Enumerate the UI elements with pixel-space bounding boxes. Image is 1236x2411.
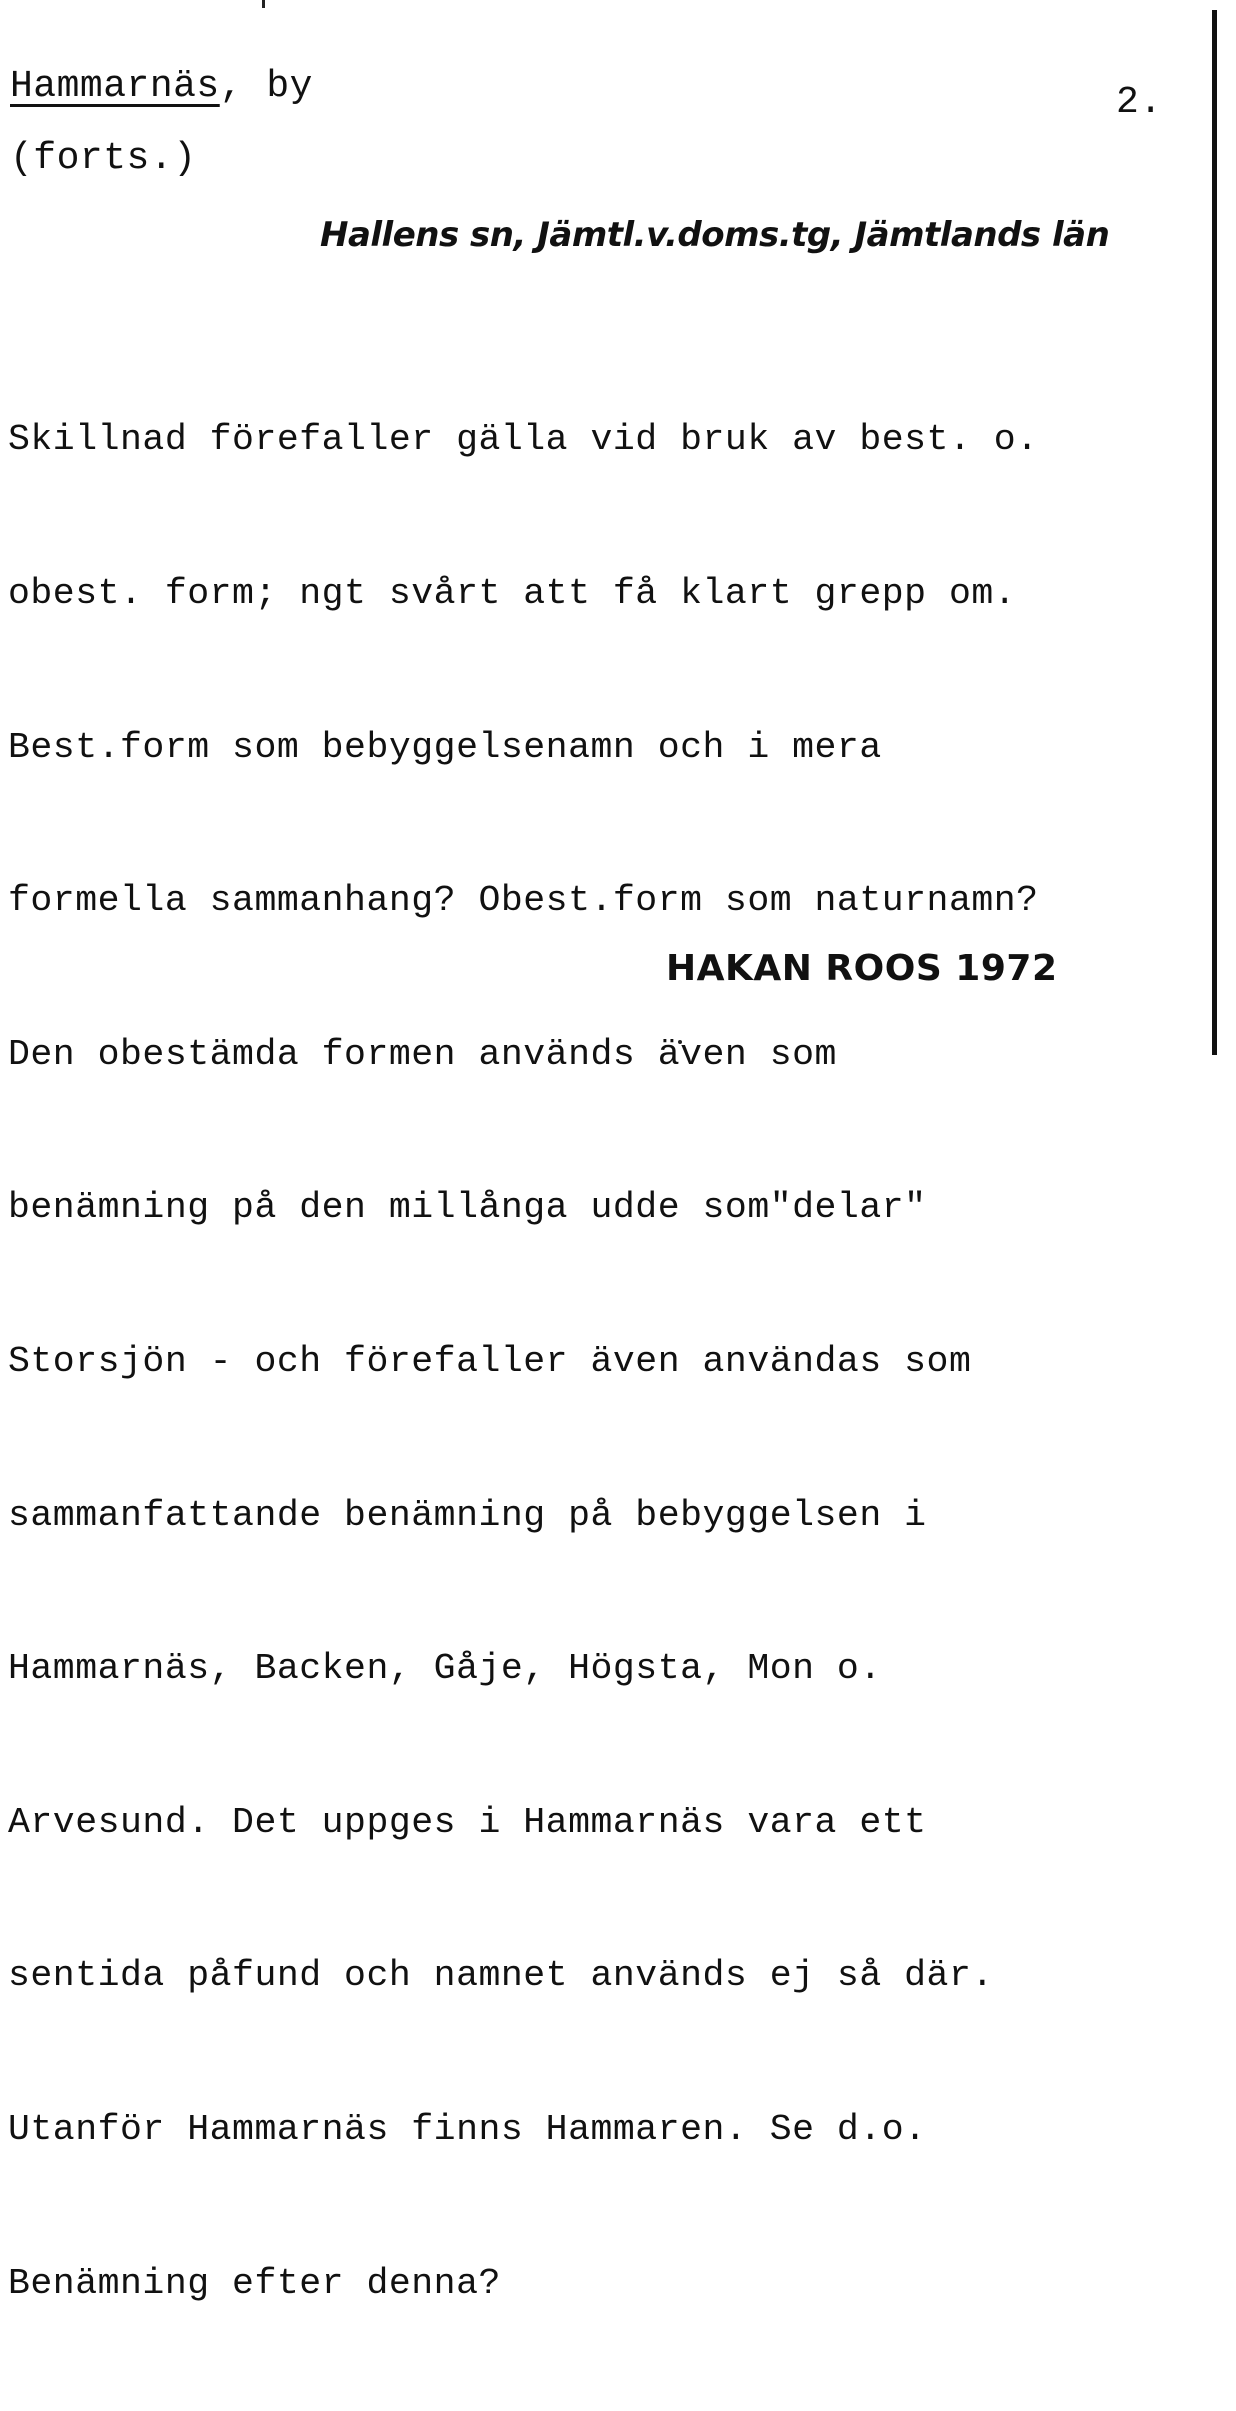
body-line: sammanfattande benämning på bebyggelsen i (8, 1494, 927, 1536)
body-line: Best.form som bebyggelsenamn och i mera (8, 726, 882, 768)
body-line: Skillnad förefaller gälla vid bruk av best. o. (8, 419, 1039, 461)
body-line: Storsjön - och förefaller även användas som (8, 1340, 972, 1382)
location-line: Hallens sn, Jämtl.v.doms.tg, Jämtlands län (320, 215, 1110, 255)
body-line: Arvesund. Det uppges i Hammarnäs vara ett (8, 1801, 927, 1843)
top-mark (262, 0, 265, 8)
body-line: Hammarnäs, Backen, Gåje, Högsta, Mon o. (8, 1648, 882, 1690)
place-heading (10, 62, 313, 112)
body-text (8, 312, 1039, 2411)
body-line: obest. form; ngt svårt att få klart grepp om. (8, 573, 1017, 614)
body-line: formella sammanhang? Obest.form som naturnamn? (8, 880, 1039, 922)
body-line: sentida påfund och namnet används ej så där. (8, 1955, 994, 1997)
body-line: Utanför Hammarnäs finns Hammaren. Se d.o. (8, 2108, 927, 2150)
card-edge-line (1212, 10, 1217, 1055)
continuation-label: (forts.) (10, 137, 197, 180)
body-line: benämning på den millånga udde som"delar" (8, 1187, 927, 1229)
author-signature: HAKAN ROOS 1972 (666, 948, 1058, 989)
place-type: , by (219, 65, 313, 108)
body-line: Benämning efter denna? (8, 2262, 501, 2304)
body-line: Den obestämda formen används även som (8, 1033, 837, 1075)
page-number: 2. (1116, 81, 1163, 124)
place-name: Hammarnäs (10, 65, 220, 108)
